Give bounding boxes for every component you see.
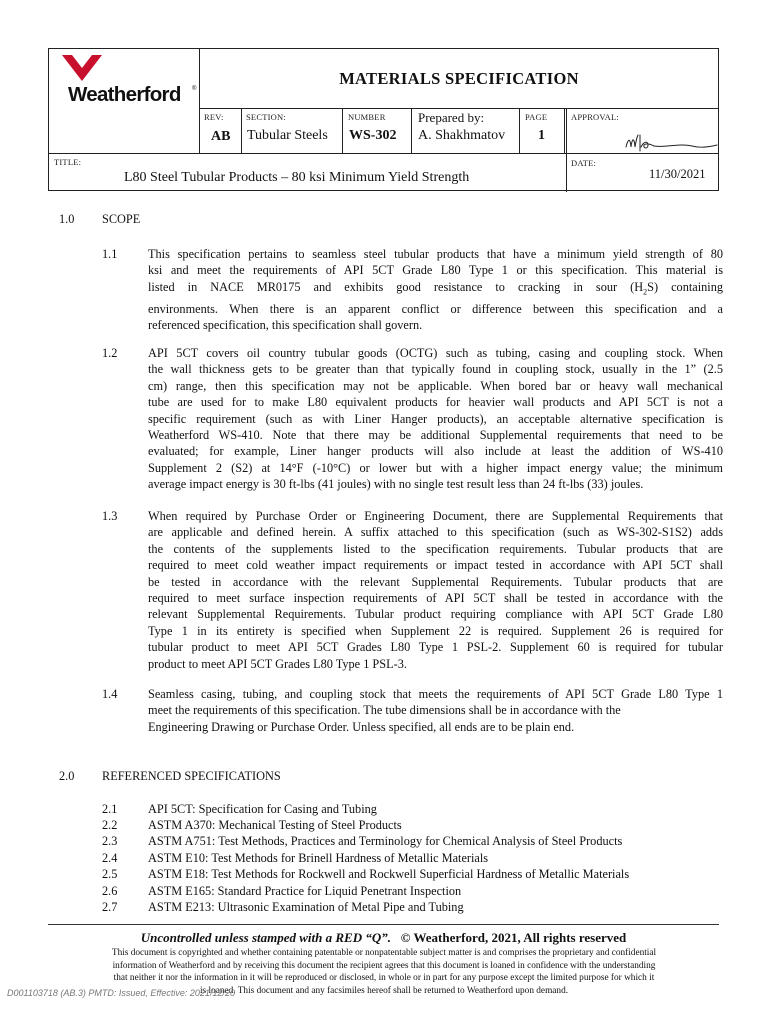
reference-item: ASTM E10: Test Methods for Brinell Hardness of Metallic Materials xyxy=(148,851,489,865)
reference-number: 2.7 xyxy=(102,900,118,914)
text-line: Supplement 2 (S2) at 14°F (-10°C) or lower but with a higher impact energy value; the minimum xyxy=(148,460,723,475)
reference-item: ASTM E213: Ultrasonic Examination of Metal Pipe and Tubing xyxy=(148,900,464,914)
page-label: PAGE xyxy=(525,112,548,122)
title-label: TITLE: xyxy=(54,157,82,167)
footer-divider xyxy=(48,924,719,925)
text-line: ksi and meet the requirements of API 5CT Grade L80 Type 1 or this specification. This material is xyxy=(148,263,723,278)
reference-number: 2.2 xyxy=(102,818,118,832)
legal-line: is loaned. This document and any facsimiles hereof shall be returned to Weatherford upon demand. xyxy=(199,985,569,996)
number-value: WS-302 xyxy=(349,128,397,143)
reference-item: ASTM E165: Standard Practice for Liquid Penetrant Inspection xyxy=(148,884,462,898)
text-line: are applicable and defined herein. A suffix attached to this specification (such as WS-302-S1S2) adds xyxy=(148,525,723,540)
number-label: NUMBER xyxy=(348,112,386,122)
text-line: tubular product to meet API 5CT Grades L80 Type 1 PSL-2. Supplement 60 is required for tubular xyxy=(148,640,723,655)
paragraph-1-2 xyxy=(148,345,723,493)
reference-item: ASTM E18: Test Methods for Rockwell and Rockwell Superficial Hardness of Metallic Materials xyxy=(148,867,630,881)
text-line: listed in NACE MR0175 and exhibits good resistance to cracking in sour $(H_2S)$ containing xyxy=(148,279,723,297)
weatherford-logo-mark xyxy=(62,55,102,81)
text-line: Engineering Drawing or Purchase Order. Unless specified, all ends are to be plain end. xyxy=(148,719,575,734)
text-line: referenced specification, this specification shall govern. xyxy=(148,318,423,333)
document-title: MATERIALS SPECIFICATION xyxy=(339,69,579,88)
text-line: the wall thickness gets to be greater than that typically found in coupling stock, usually in the 1” (2.5 xyxy=(148,362,723,377)
paragraph-1-3 xyxy=(148,508,723,672)
rev-value: AB xyxy=(211,129,231,144)
text-line: specific requirement (such as with Liner Hanger products), an acceptable alternative specification is xyxy=(148,411,723,426)
reference-number: 2.3 xyxy=(102,834,118,848)
page-value: 1 xyxy=(538,128,545,143)
text-line: be tested in accordance with the relevant Supplemental Requirements. Tubular products that are xyxy=(148,574,723,589)
text-line: environments. When there is an apparent conflict or difference between this specification and a xyxy=(148,301,723,316)
approval-signature xyxy=(624,133,719,155)
section-heading-scope: SCOPE xyxy=(102,212,141,226)
text-line: tube are used for to make L80 equivalent products for heavier wall products and API 5CT is not a xyxy=(148,395,723,410)
section-heading-references: REFERENCED SPECIFICATIONS xyxy=(102,769,281,783)
prepared-label: Prepared by: xyxy=(418,110,485,125)
text-line: the contents of the supplements listed to the specification requirements. Tubular products that are xyxy=(148,541,723,556)
text-line: cm) range, then this specification may not be applicable. When bored bar or heavy wall mechanical xyxy=(148,378,723,393)
text-line: Seamless casing, tubing, and coupling stock that meets the requirements of API 5CT Grade L80 Type 1 xyxy=(148,687,723,701)
prepared-value: A. Shakhmatov xyxy=(418,128,506,143)
reference-item: ASTM A370: Mechanical Testing of Steel Products xyxy=(148,818,402,832)
text-line: When required by Purchase Order or Engineering Document, there are Supplemental Requirements that xyxy=(148,509,723,523)
text-line: meet the requirements of this specification. The tube dimensions shall be in accordance with the xyxy=(148,703,621,718)
legal-line: that neither it nor the information in it will be reproduced or disclosed, in whole or in part for any purpose except the limited purpose for which it xyxy=(113,973,655,983)
section-label: SECTION: xyxy=(246,112,286,122)
reference-item: API 5CT: Specification for Casing and Tubing xyxy=(148,802,377,816)
uncontrolled-notice: Uncontrolled unless stamped with a RED “Q”. xyxy=(140,930,392,945)
text-line: evaluated; for example, Liner hanger products will also include at least the addition of WS-410 xyxy=(148,444,723,459)
footer-notice xyxy=(48,930,719,946)
rev-label: REV: xyxy=(204,112,224,122)
approval-label: APPROVAL: xyxy=(571,112,619,122)
section-value: Tubular Steels xyxy=(247,128,328,143)
legal-line: This document is copyrighted and whether containing patentable or nonpatentable subject matter is and comprises the proprietary and confidential xyxy=(111,948,657,958)
reference-number: 2.4 xyxy=(102,851,118,865)
spec-title: L80 Steel Tubular Products – 80 ksi Minimum Yield Strength xyxy=(124,170,470,185)
reference-number: 2.5 xyxy=(102,867,118,881)
paragraph-number: 1.4 xyxy=(102,687,118,701)
legal-line: information of Weatherford and by receiving this document the recipient agrees that this document is loaned in confidence with the understanding xyxy=(112,960,656,971)
paragraph-number: 1.3 xyxy=(102,509,118,523)
date-label: DATE: xyxy=(571,158,597,168)
paragraph-number: 1.1 xyxy=(102,247,118,261)
reference-item: ASTM A751: Test Methods, Practices and Terminology for Chemical Analysis of Steel Products xyxy=(148,834,623,848)
text-line: Weatherford WS-410. Note that there may be additional Supplemental requirements that need to be xyxy=(148,428,723,443)
company-logo-text: Weatherford xyxy=(68,83,181,106)
date-value: 11/30/2021 xyxy=(649,167,706,181)
document-id-stamp: D001103718 (AB.3) PMTD: Issued, Effective: 2021/12/20 xyxy=(7,988,235,998)
section-number: 1.0 xyxy=(59,212,75,226)
text-line: average impact energy is 30 ft-lbs (41 joules) with no single test result less than 24 ft-lbs (33) joules. xyxy=(148,477,644,492)
text-line: API 5CT covers oil country tubular goods (OCTG) such as tubing, casing and coupling stock. When xyxy=(148,346,723,360)
paragraph-1-4 xyxy=(148,686,723,735)
text-line: required to meet cold weather impact requirements or impact tested in accordance with API 5CT shall xyxy=(148,558,723,573)
copyright-notice: © Weatherford, 2021, All rights reserved xyxy=(400,930,627,945)
text-line: product to meet API 5CT Grades L80 Type 1 PSL-3. xyxy=(148,656,407,671)
paragraph-1-1 xyxy=(148,246,723,333)
text-line: Type 1 in its entirety is specified when Supplement 22 is required. Supplement 26 is required for xyxy=(148,623,723,638)
section-number: 2.0 xyxy=(59,769,75,783)
registered-mark: ® xyxy=(192,86,197,92)
spec-header xyxy=(48,48,719,191)
text-line: This specification pertains to seamless steel tubular products that have a minimum yield strength of 80 xyxy=(148,247,723,261)
paragraph-number: 1.2 xyxy=(102,346,118,360)
text-line: relevant Supplemental Requirements. Tubular product requiring compliance with API 5CT Grade L80 xyxy=(148,607,723,622)
reference-number: 2.6 xyxy=(102,884,118,898)
reference-number: 2.1 xyxy=(102,802,118,816)
text-line: required to meet surface inspection requirements of API 5CT shall be tested in accordance with the xyxy=(148,591,723,606)
